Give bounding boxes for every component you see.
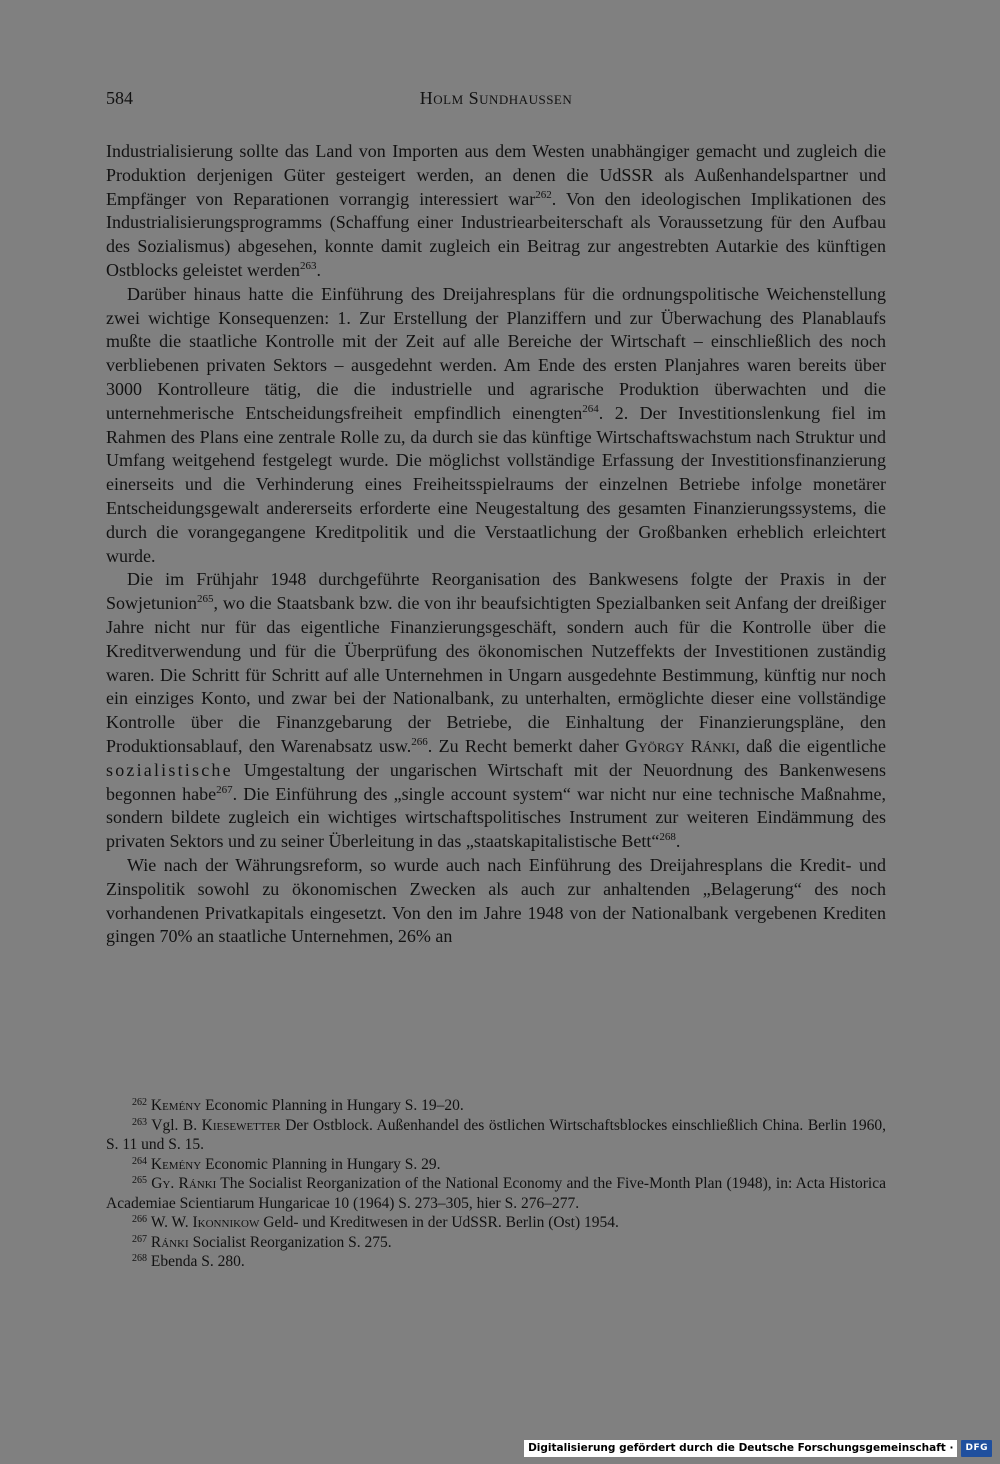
footnote-ref: 266 [411, 735, 428, 748]
footnote-number: 264 [132, 1155, 147, 1167]
footnote-text: Economic Planning in Hungary S. 29. [201, 1155, 441, 1173]
text-run: Umgestaltung der ungarischen Wirtschaft mit der Neuordnung des Bankenwesens begonnen habe [106, 759, 886, 804]
footnote-text: Ebenda S. 280. [150, 1253, 245, 1270]
emphasis-spaced: sozialistische [106, 759, 233, 780]
footnote-number: 265 [132, 1175, 147, 1186]
credit-text: Digitalisierung gefördert durch die Deutsche Forschungsgemeinschaft · [524, 1440, 957, 1457]
paragraph [106, 283, 886, 569]
paragraph [106, 140, 886, 283]
footnote [106, 1252, 886, 1272]
footnote-text: Economic Planning in Hungary S. 19–20. [201, 1097, 464, 1114]
author-name: György Ránki [625, 735, 736, 756]
footnote-ref: 268 [659, 831, 676, 844]
footnote-text: Vgl. B. [151, 1116, 202, 1134]
page-header [106, 88, 886, 112]
footnote [106, 1174, 886, 1213]
text-run: . Von den ideologischen Implikationen des Industrialisierungsprogramms (Schaffung einer Industriearbeiterschaft als Voraussetzung für den Aufbau des Sozialismus) abgesehen, konnte damit zugleich ein Beitrag zur angestrebten Autarkie des künftigen Ostblocks geleistet werden [106, 188, 886, 280]
text-run: , daß die eigentliche [735, 735, 886, 756]
footnote [106, 1116, 886, 1155]
footnote-author: Kemény [150, 1097, 202, 1114]
text-run: . 2. Der Investitionslenkung fiel im Rahmen des Plans eine zentrale Rolle zu, da durch sie das künftige Wirtschaftswachstum nach Struktur und Umfang weitgehend festgelegt wurde. Die möglichst vollständige Erfassung der Investitionsfinanzierung einerseits und die Verhinderung eines Freiheitsspielraums der einzelnen Betriebe infolge monetärer Entscheidungsgewalt andererseits erforderte eine Neugestaltung des gesamten Finanzierungssystems, die durch die vorangegangene Kreditpolitik und die Verstaatlichung der Großbanken erheblich erleichtert wurde. [106, 402, 886, 566]
footnote-number: 267 [132, 1233, 147, 1245]
text-run: Industrialisierung sollte das Land von Importen aus dem Westen unabhängiger gemacht und zugleich die Produktion derjenigen Güter gesteigert werden, an denen die UdSSR als Außenhandelspartner und Empfänger von Reparationen vorrangig interessiert war [106, 141, 886, 209]
text-run: . [675, 831, 681, 852]
text-run: . [316, 259, 321, 280]
paragraph [106, 854, 886, 949]
footnote-number: 268 [132, 1253, 147, 1264]
footnote-author: Kiesewetter [201, 1116, 281, 1134]
main-text [106, 140, 886, 949]
text-run: Die im Frühjahr 1948 durchgeführte Reorganisation des Bankwesens folgte der Praxis in der Sowjetunion [106, 569, 886, 614]
footnote [106, 1213, 886, 1233]
text-run: , wo die Staatsbank bzw. die von ihr beaufsichtigten Spezialbanken seit Anfang der dreißiger Jahre nicht nur für das eigentliche Finanzierungsgeschäft, sondern auch für die Kontrolle über die Kreditverwendung und für die Überprüfung des ökonomischen Nutzeffekts der Investitionen zuständig waren. Die Schritt für Schritt auf alle Unternehmen in Ungarn ausgedehnte Bestimmung, künftig nur noch ein einziges Konto, und zwar bei der Nationalbank, zu unterhalten, ermöglichte dieser eine vollständige Kontrolle über die Finanzgebarung der Betriebe, die Einhaltung der Finanzierungspläne, den Produktionsablauf, den Warenabsatz usw. [106, 593, 886, 756]
footnote [106, 1155, 886, 1175]
footnote-author: Kemény [150, 1155, 202, 1173]
footnotes [106, 1096, 886, 1272]
text-run: Wie nach der Währungsreform, so wurde auch nach Einführung des Dreijahresplans die Kredit- und Zinspolitik sowohl zu ökonomischen Zwecken als auch zur anhaltenden „Belagerung“ des noch vorhandenen Privatkapitals eingesetzt. Von den im Jahre 1948 von der Nationalbank vergebenen Krediten gingen 70% an staatliche Unternehmen, 26% an [106, 854, 886, 947]
text-run: Darüber hinaus hatte die Einführung des Dreijahresplans für die ordnungspolitische Weichenstellung zwei wichtige Konsequenzen: 1. Zur Erstellung der Planziffern und zur Überwachung des Planablaufs mußte die staatliche Kontrolle mit der Zeit auf alle Bereiche der Wirtschaft – einschließlich des noch verbliebenen privaten Sektors – ausgedehnt werden. Am Ende des ersten Planjahres waren bereits über 3000 Kontrolleure tätig, die die industrielle und agrarische Produktion überwachten und die unternehmerische Entscheidungsfreiheit empfindlich einengten [106, 283, 886, 423]
paragraph [106, 568, 886, 854]
footnote-number: 266 [132, 1214, 147, 1225]
footnote-number: 263 [132, 1116, 147, 1128]
footnote-author: Gy. Ránki [151, 1175, 217, 1192]
footnote [106, 1096, 886, 1116]
footnote-text: Der Ostblock. Außenhandel des östlichen Wirtschaftsblockes einschließlich China. Berlin 1960, S. 11 und S. 15. [106, 1116, 886, 1153]
footnote-text: The Socialist Reorganization of the National Economy and the Five-Month Plan (1948), in: Acta Historica Academiae Scientiarum Hungaricae 10 (1964) S. 273–305, hier S. 276–277. [106, 1175, 886, 1212]
footnote-ref: 263 [299, 259, 317, 272]
footnote-ref: 265 [197, 593, 214, 606]
footnote-ref: 262 [535, 188, 552, 201]
digitization-credit [524, 1439, 992, 1457]
footnote-ref: 267 [216, 783, 233, 796]
footnote-text: Socialist Reorganization S. 275. [188, 1233, 392, 1251]
footnote-author: W. W. Ikonnikow [150, 1214, 260, 1231]
dfg-logo-icon: DFG [961, 1440, 992, 1457]
text-run: . Zu Recht bemerkt daher [427, 735, 626, 756]
footnote-author: Ránki [150, 1233, 189, 1251]
page-number: 584 [106, 88, 133, 108]
text-run: . Die Einführung des „single account system“ war nicht nur eine technische Maßnahme, sondern bildete zugleich ein wichtiges wirtschaftspolitisches Instrument zur weiteren Eindämmung des privaten Sektors und zu seiner Überleitung in das „staatskapitalistische Bett“ [106, 783, 886, 852]
footnote-ref: 264 [582, 402, 599, 415]
footnote-number: 262 [132, 1097, 147, 1108]
running-head: Holm Sundhaussen [419, 88, 573, 108]
footnote-text: Geld- und Kreditwesen in der UdSSR. Berlin (Ost) 1954. [259, 1214, 619, 1231]
footnote [106, 1233, 886, 1253]
